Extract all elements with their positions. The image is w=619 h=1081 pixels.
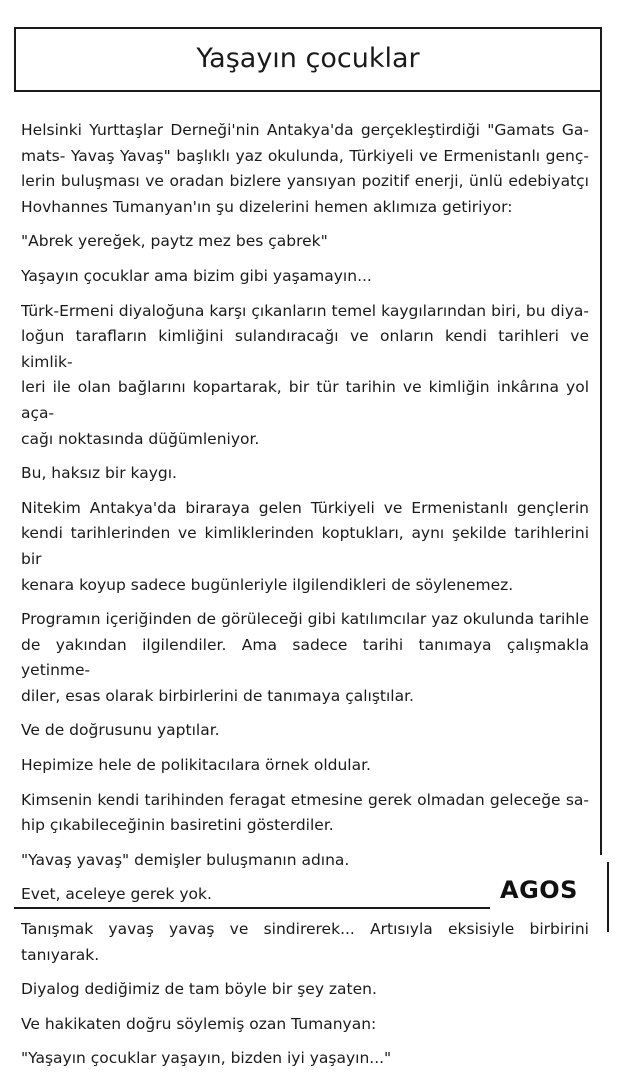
paragraph-line: Türk-Ermeni diyaloğuna karşı çıkanların temel kaygılarından biri, bu diya- <box>21 301 589 320</box>
paragraph-line: Hepimize hele de polikitacılara örnek oldular. <box>21 756 371 775</box>
paragraph-line: "Yaşayın çocuklar yaşayın, bizden iyi yaşayın..." <box>21 1049 392 1068</box>
article-paragraph <box>21 496 589 598</box>
paragraph-line: loğun tarafların kimliğini sulandıracağı ve onların kendi tarihleri ve kimlik- <box>21 327 589 371</box>
paragraph-line: kenara koyup sadece bugünleriyle ilgilendikleri de söylenemez. <box>21 575 514 594</box>
paragraph-line: Helsinki Yurttaşlar Derneği'nin Antakya'da gerçekleştirdiği "Gamats Ga- <box>21 121 589 139</box>
article-paragraph <box>21 848 589 874</box>
paragraph-line: mats- Yavaş Yavaş" başlıklı yaz okulunda, Türkiyeli ve Ermenistanlı genç- <box>21 146 589 165</box>
paragraph-line: "Abrek yereğek, paytz mez bes çabrek" <box>21 232 328 251</box>
top-border-rule <box>14 27 602 29</box>
paragraph-line: Yaşayın çocuklar ama bizim gibi yaşamayın... <box>21 266 372 285</box>
article-paragraph <box>21 1046 589 1072</box>
right-border-rule-lower <box>607 862 609 932</box>
paragraph-line: Diyalog dediğimiz de tam böyle bir şey zaten. <box>21 980 377 999</box>
article-paragraph <box>21 1012 589 1038</box>
paragraph-line: Bu, haksız bir kaygı. <box>21 464 177 483</box>
article-paragraph <box>21 917 589 968</box>
paragraph-line: cağı noktasında düğümleniyor. <box>21 429 260 448</box>
article-paragraph <box>21 788 589 839</box>
article-paragraph <box>21 607 589 709</box>
right-border-rule <box>600 27 602 855</box>
bottom-border-rule <box>14 907 490 909</box>
paragraph-line: Ve de doğrusunu yaptılar. <box>21 721 220 740</box>
paragraph-line: leri ile olan bağlarını kopartarak, bir tür tarihin ve kimliğin inkârına yol aça- <box>21 378 589 422</box>
publication-logo: AGOS <box>500 876 578 904</box>
article-body <box>21 118 589 1081</box>
paragraph-line: Ve hakikaten doğru söylemiş ozan Tumanyan: <box>21 1014 377 1033</box>
paragraph-line: Evet, aceleye gerek yok. <box>21 885 212 904</box>
paragraph-line: diler, esas olarak birbirlerini de tanımaya çalıştılar. <box>21 686 414 705</box>
article-paragraph <box>21 264 589 290</box>
title-separator-rule <box>14 90 602 92</box>
article-paragraph <box>21 718 589 744</box>
article-paragraph <box>21 118 589 220</box>
paragraph-line: Kimsenin kendi tarihinden feragat etmesine gerek olmadan geleceğe sa- <box>21 790 589 809</box>
article-title: Yaşayın çocuklar <box>196 43 420 74</box>
paragraph-line: Tanışmak yavaş yavaş ve sindirerek... Artısıyla eksisiyle birbirini tanıyarak. <box>21 920 589 964</box>
paragraph-line: kendi tarihlerinden ve kimliklerinden koptukları, aynı şekilde tarihlerini bir <box>21 524 589 568</box>
paragraph-line: Nitekim Antakya'da biraraya gelen Türkiyeli ve Ermenistanlı gençlerin <box>21 498 589 517</box>
paragraph-line: Programın içeriğinden de görüleceği gibi katılımcılar yaz okulunda tarihle <box>21 610 589 629</box>
paragraph-line: de yakından ilgilendiler. Ama sadece tarihi tanımaya çalışmakla yetinme- <box>21 635 589 680</box>
article-paragraph <box>21 753 589 779</box>
article-paragraph <box>21 299 589 453</box>
paragraph-line: lerin buluşması ve oradan bizlere yansıyan pozitif enerji, ünlü edebiyatçı <box>21 172 589 191</box>
paragraph-line: Hovhannes Tumanyan'ın şu dizelerini hemen aklımıza getiriyor: <box>21 197 513 216</box>
article-paragraph <box>21 461 589 487</box>
article-paragraph <box>21 229 589 255</box>
article-paragraph <box>21 977 589 1003</box>
paragraph-line: "Yavaş yavaş" demişler buluşmanın adına. <box>21 850 350 869</box>
paragraph-line: hip çıkabileceğinin basiretini gösterdiler. <box>21 816 334 835</box>
